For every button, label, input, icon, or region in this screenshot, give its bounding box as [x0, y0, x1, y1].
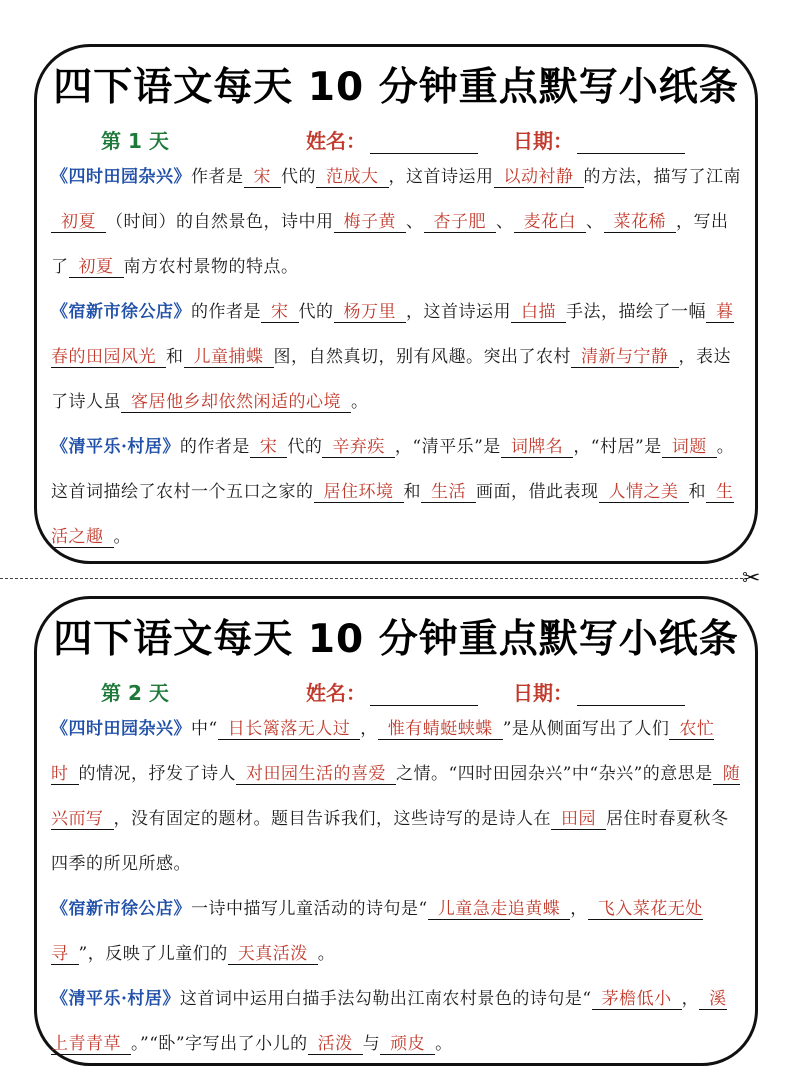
text: 的作者是: [191, 302, 261, 322]
answer: 清新与宁静: [571, 347, 679, 368]
date-field: [513, 125, 685, 154]
answer: 暮春的田园风光: [51, 302, 734, 367]
answer: 客居他乡却依然闲适的心境: [121, 392, 351, 413]
name-blank: [370, 135, 478, 154]
text: ，写出了: [51, 212, 729, 277]
book-title: 《四时田园杂兴》: [51, 719, 191, 739]
text: 居住时春夏秋冬四季的所见所感。: [51, 809, 729, 874]
text: 代的: [298, 302, 334, 322]
info-line: [51, 673, 741, 707]
answer: 随兴而写: [51, 764, 741, 829]
paragraph-qing-ping-le: [51, 977, 741, 1067]
book-title: 《宿新市徐公店》: [51, 899, 191, 919]
text: （时间）的自然景色，诗中用: [106, 212, 334, 232]
card-title: 四下语文每天 10 分钟重点默写小纸条: [53, 617, 739, 662]
book-title: 《四时田园杂兴》: [51, 167, 191, 187]
text: ，表达了诗人虽: [51, 347, 731, 412]
answer: 农忙时: [51, 719, 715, 784]
text: ，“村居”是: [573, 437, 662, 457]
text: 。: [317, 944, 336, 964]
name-field: [306, 677, 478, 706]
answer: 宋: [244, 167, 282, 188]
day-label: 第 1 天: [101, 129, 169, 153]
name-blank: [370, 687, 478, 706]
answer: 居住环境: [314, 482, 404, 503]
paragraph-qing-ping-le: [51, 425, 741, 560]
paragraph-si-shi: [51, 155, 741, 290]
text: ，: [360, 719, 378, 739]
cut-line: [0, 578, 748, 579]
card-title: 四下语文每天 10 分钟重点默写小纸条: [53, 65, 739, 110]
text: ，“清平乐”是: [394, 437, 501, 457]
text: ，: [570, 899, 588, 919]
answer: 范成大: [316, 167, 389, 188]
name-label: 姓名：: [306, 129, 366, 153]
text: 图，自然真切，别有风趣。突出了农村: [273, 347, 571, 367]
text: 一诗中描写儿童活动的诗句是“: [191, 899, 428, 919]
text: 手法，描绘了一幅: [566, 302, 706, 322]
answer: 天真活泼: [228, 944, 318, 965]
text: 中“: [191, 719, 218, 739]
answer: 词题: [662, 437, 717, 458]
paragraph-su-xin-shi: [51, 887, 741, 977]
answer: 宋: [250, 437, 288, 458]
text: 。: [435, 1034, 453, 1054]
note-card-day-2: [34, 596, 758, 1066]
answer: 词牌名: [501, 437, 574, 458]
text: ，没有固定的题材。题目告诉我们，这些诗写的是诗人在: [113, 809, 551, 829]
text: 与: [362, 1034, 381, 1054]
text: 。: [351, 392, 369, 412]
answer: 杨万里: [334, 302, 407, 323]
answer: 儿童捕蝶: [184, 347, 274, 368]
name-label: 姓名：: [306, 681, 366, 705]
text: 和: [166, 347, 184, 367]
text: 画面，借此表现: [476, 482, 599, 502]
text: 、: [586, 212, 604, 232]
text: 。”“卧”字写出了小儿的: [131, 1034, 308, 1054]
text: 作者是: [191, 167, 244, 187]
text: 这首词中运用白描手法勾勒出江南农村景色的诗句是“: [179, 989, 592, 1009]
answer: 田园: [551, 809, 606, 830]
book-title: 《清平乐·村居》: [51, 437, 180, 457]
answer: 人情之美: [599, 482, 689, 503]
text: ，这首诗运用: [406, 302, 511, 322]
book-title: 《宿新市徐公店》: [51, 302, 191, 322]
date-blank: [577, 135, 685, 154]
text: 、: [406, 212, 424, 232]
text: ，这首诗运用: [388, 167, 494, 187]
answer: 白描: [511, 302, 566, 323]
text: 的方法，描写了江南: [583, 167, 741, 187]
answer: 辛弃疾: [322, 437, 395, 458]
text: 的作者是: [179, 437, 250, 457]
answer: 杏子肥: [424, 212, 497, 233]
date-label: 日期：: [513, 129, 573, 153]
answer: 活泼: [308, 1034, 363, 1055]
answer: 儿童急走追黄蝶: [428, 899, 571, 920]
answer: 菜花稀: [604, 212, 677, 233]
answer: 顽皮: [380, 1034, 435, 1055]
paragraph-su-xin-shi: [51, 290, 741, 425]
answer: 茅檐低小: [592, 989, 682, 1010]
answer: 初夏: [69, 257, 124, 278]
answer: 初夏: [51, 212, 106, 233]
text: 、: [496, 212, 514, 232]
note-card-day-1: [34, 44, 758, 564]
text: ”是从侧面写出了人们: [502, 719, 670, 739]
text: 代的: [287, 437, 323, 457]
text: ”，反映了儿童们的: [78, 944, 228, 964]
text: 。这首词描绘了农村一个五口之家的: [51, 437, 735, 502]
day-label: 第 2 天: [101, 681, 169, 705]
scissors-icon: ✂: [742, 566, 761, 591]
answer: 对田园生活的喜爱: [236, 764, 396, 785]
text: 。: [113, 527, 131, 547]
date-field: [513, 677, 685, 706]
answer: 溪上青青草: [51, 989, 727, 1054]
answer: 麦花白: [514, 212, 587, 233]
info-line: [51, 121, 741, 155]
answer: 日长篱落无人过: [218, 719, 361, 740]
text: 代的: [281, 167, 316, 187]
date-label: 日期：: [513, 681, 573, 705]
answer: 宋: [261, 302, 299, 323]
paragraph-si-shi: [51, 707, 741, 887]
name-field: [306, 125, 478, 154]
answer: 生活: [421, 482, 476, 503]
book-title: 《清平乐·村居》: [51, 989, 180, 1009]
answer: 梅子黄: [334, 212, 407, 233]
text: 和: [688, 482, 706, 502]
answer: 生活之趣: [51, 482, 734, 547]
answer: 惟有蜻蜓蛱蝶: [378, 719, 503, 740]
text: 和: [403, 482, 421, 502]
text: 的情况，抒发了诗人: [78, 764, 236, 784]
answer: 飞入菜花无处寻: [51, 899, 703, 964]
text: 南方农村景物的特点。: [123, 257, 299, 277]
answer: 以动衬静: [494, 167, 584, 188]
text: 之情。“四时田园杂兴”中“杂兴”的意思是: [396, 764, 713, 784]
text: ，: [681, 989, 700, 1009]
date-blank: [577, 687, 685, 706]
